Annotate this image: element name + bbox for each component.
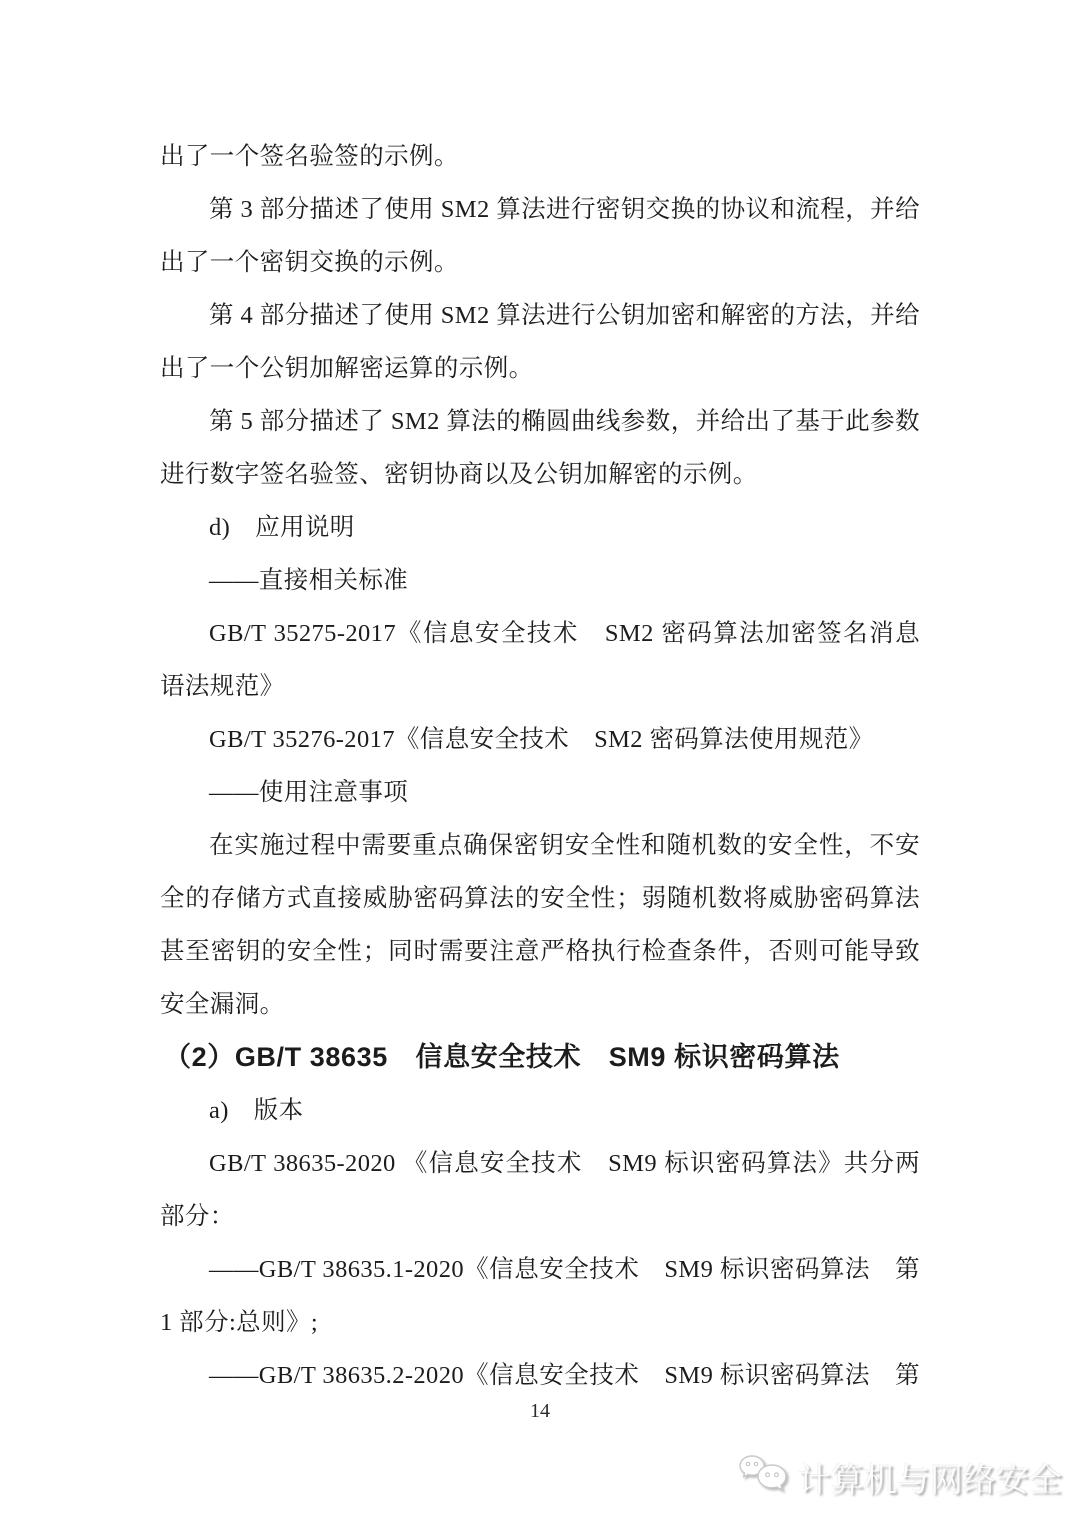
text-line: 出了一个公钥加解密运算的示例。 — [160, 355, 534, 382]
text-line: ——使用注意事项 — [209, 779, 409, 806]
text-line: 进行数字签名验签、密钥协商以及公钥加解密的示例。 — [160, 461, 758, 488]
text-line: 甚至密钥的安全性；同时需要注意严格执行检查条件，否则可能导致 — [160, 938, 920, 965]
text-line: GB/T 35276-2017《信息安全技术 SM2 密码算法使用规范》 — [209, 726, 874, 753]
text-line: 出了一个签名验签的示例。 — [160, 143, 459, 170]
page-number: 14 — [530, 1400, 550, 1422]
text-line: 第 5 部分描述了 SM2 算法的椭圆曲线参数，并给出了基于此参数 — [209, 408, 920, 435]
text-line: GB/T 38635-2020 《信息安全技术 SM9 标识密码算法》共分两 — [209, 1150, 920, 1177]
text-line: ——GB/T 38635.2-2020《信息安全技术 SM9 标识密码算法 第 — [209, 1362, 920, 1389]
text-line: 第 4 部分描述了使用 SM2 算法进行公钥加密和解密的方法，并给 — [209, 302, 920, 329]
watermark — [738, 1452, 1062, 1503]
text-line: ——直接相关标准 — [209, 567, 409, 594]
watermark-text: 计算机与网络安全 — [798, 1461, 1062, 1498]
text-line: d) 应用说明 — [209, 514, 355, 541]
text-line: ——GB/T 38635.1-2020《信息安全技术 SM9 标识密码算法 第 — [209, 1256, 920, 1283]
wechat-icon — [738, 1452, 790, 1503]
text-line: a) 版本 — [209, 1097, 304, 1124]
text-line: 在实施过程中需要重点确保密钥安全性和随机数的安全性，不安 — [209, 832, 920, 859]
text-line: 全的存储方式直接威胁密码算法的安全性；弱随机数将威胁密码算法 — [160, 885, 920, 912]
text-line: 第 3 部分描述了使用 SM2 算法进行密钥交换的协议和流程，并给 — [209, 196, 920, 223]
document-body — [160, 130, 920, 1402]
text-line: 安全漏洞。 — [160, 991, 285, 1018]
text-line: 语法规范》 — [160, 673, 285, 700]
text-line: 出了一个密钥交换的示例。 — [160, 249, 459, 276]
text-line: GB/T 35275-2017《信息安全技术 SM2 密码算法加密签名消息 — [209, 620, 920, 647]
text-line: 部分： — [160, 1203, 235, 1230]
section-heading: （2）GB/T 38635 信息安全技术 SM9 标识密码算法 — [164, 1042, 840, 1072]
text-line: 1 部分:总则》; — [160, 1309, 319, 1336]
